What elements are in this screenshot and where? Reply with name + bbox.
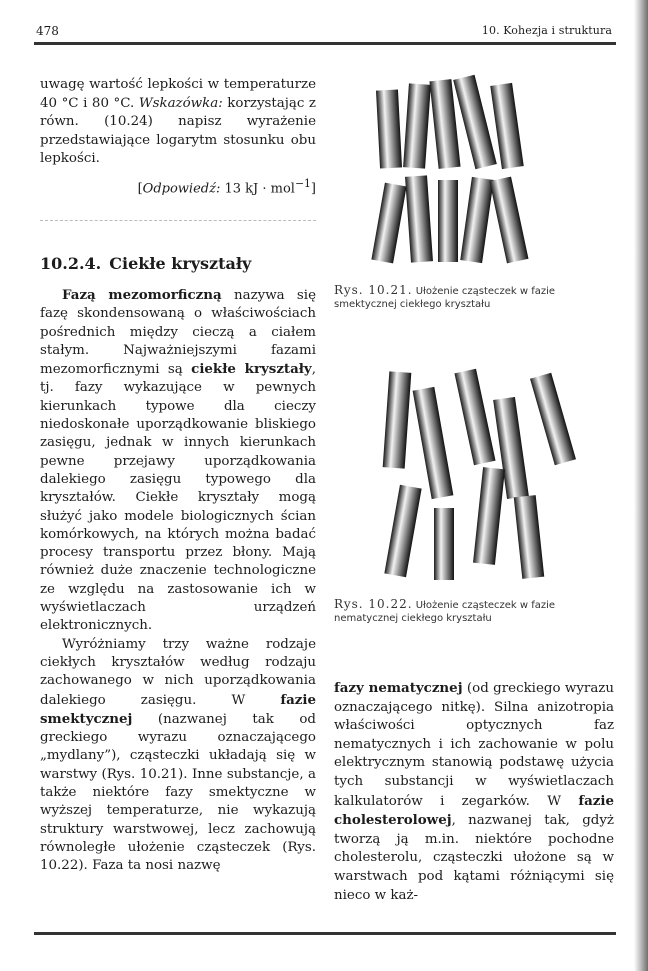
term-smectic: fazie smektycznej <box>40 691 316 727</box>
body-right-column <box>334 679 614 905</box>
figure-smectic-molecules <box>368 70 598 270</box>
figure-10-22-caption: Rys. 10.22. Ułożenie cząsteczek w fazie nematycznej ciekłego kryształu <box>334 597 556 624</box>
body-left-column <box>40 286 316 876</box>
hint-label: Wskazówka: <box>138 95 223 111</box>
molecule-rod <box>413 387 454 499</box>
page-header <box>36 24 614 44</box>
smectic-layer-bottom <box>371 175 528 263</box>
molecule-rod <box>490 83 523 169</box>
molecule-rod <box>429 79 460 169</box>
molecule-rod <box>403 83 431 168</box>
term-cholesteric: fazie cholesterolowej <box>334 792 614 829</box>
molecule-rod <box>514 495 544 579</box>
figure-10-21-caption: Rys. 10.21. Ułożenie cząsteczek w fazie smektycznej ciekłego kryształu <box>334 283 556 310</box>
figure-nematic-molecules <box>372 368 596 582</box>
exercise-text: uwagę wartość lepkości w temperaturze 40 °C i 80 °C. Wskazówka: korzystając z równ. (10.24) napisz wyrażenie przedstawiające logarytm stosunku obu lepkości. <box>40 77 316 167</box>
exercise-block <box>40 76 316 199</box>
term-nematic: fazy nematycznej <box>334 680 463 696</box>
paragraph-1: Fazą mezomorficzną nazywa się fazę skondensowaną o właściwościach pośrednich między cieczą a ciałem stałym. Najważniejszymi fazami mezomorficznymi są ciekłe kryształy, tj. fazy wykazujące w pewnych kierunkach typowe dla cieczy niedoskonałe uporządkowanie bliskiego zasięgu, jednak w innych kierunkach pewne przejawy uporządkowania dalekiego zasięgu typowego dla kryształów. Ciekłe kryształy mogą służyć jako modele biologicznych ścian komórkowych, na których można badać procesy transportu przez błony. Mają również duże znaczenie technologiczne ze względu na zastosowanie ich w wyświetlaczach urządzeń elektronicznych. <box>40 287 316 634</box>
section-number: 10.2.4. <box>40 254 102 273</box>
term-liquid-crystals: ciekłe kryształy <box>191 361 312 378</box>
molecule-rod <box>376 89 402 168</box>
smectic-layer-top <box>376 75 524 170</box>
molecule-rod <box>490 177 529 264</box>
page-binding-shadow <box>634 0 648 971</box>
nematic-rods <box>383 369 576 580</box>
molecule-rod <box>460 177 493 263</box>
molecule-rod <box>530 373 576 466</box>
molecule-rod <box>438 180 458 262</box>
molecule-rod <box>473 467 505 565</box>
molecule-rod <box>371 183 406 264</box>
molecule-rod <box>453 75 497 170</box>
header-rule <box>34 42 616 45</box>
page-number: 478 <box>36 24 59 38</box>
molecule-rod <box>405 175 433 262</box>
exercise-answer: [Odpowiedź: 13 kJ · mol$^{-1}$] <box>137 176 316 197</box>
term-mesomorphic: Fazą mezomorficzną <box>62 287 222 303</box>
molecule-rod <box>383 371 412 468</box>
molecule-rod <box>454 369 495 466</box>
paragraph-3: fazy nematycznej (od greckiego wyrazu oznaczającego nitkę). Silna anizotropia właściwości optycznych faz nematycznych i ich zachowanie w polu elektrycznym stanowią podstawę użycia tych substancji w wyświetlaczach kalkulatorów i zegarków. W fazie cholesterolowej, nazwanej tak, gdyż tworzą ją m.in. niektóre pochodne cholesterolu, cząsteczki ułożone są w warstwach pod kątami różniącymi się nieco w każ- <box>334 680 614 903</box>
molecule-rod <box>434 508 454 580</box>
exercise-divider <box>40 220 316 221</box>
paragraph-2: Wyróżniamy trzy ważne rodzaje ciekłych kryształów według rodzaju zachowanego w nich uporządkowania dalekiego zasięgu. W fazie smektycznej (nazwanej tak od greckiego wyrazu oznaczającego „mydlany”), cząsteczki układają się w warstwy (Rys. 10.21). Inne substancje, a także niektóre fazy smektyczne w wyższej temperaturze, nie wykazują struktury warstwowej, lecz zachowują równoległe ułożenie cząsteczek (Rys. 10.22). Faza ta nosi nazwę <box>40 636 316 874</box>
molecule-rod <box>384 485 421 577</box>
answer-label: Odpowiedź: <box>142 181 221 197</box>
section-title: Ciekłe kryształy <box>109 254 252 273</box>
footer-rule <box>34 932 616 935</box>
chapter-title: 10. Kohezja i struktura <box>481 24 612 37</box>
section-heading <box>40 254 251 273</box>
